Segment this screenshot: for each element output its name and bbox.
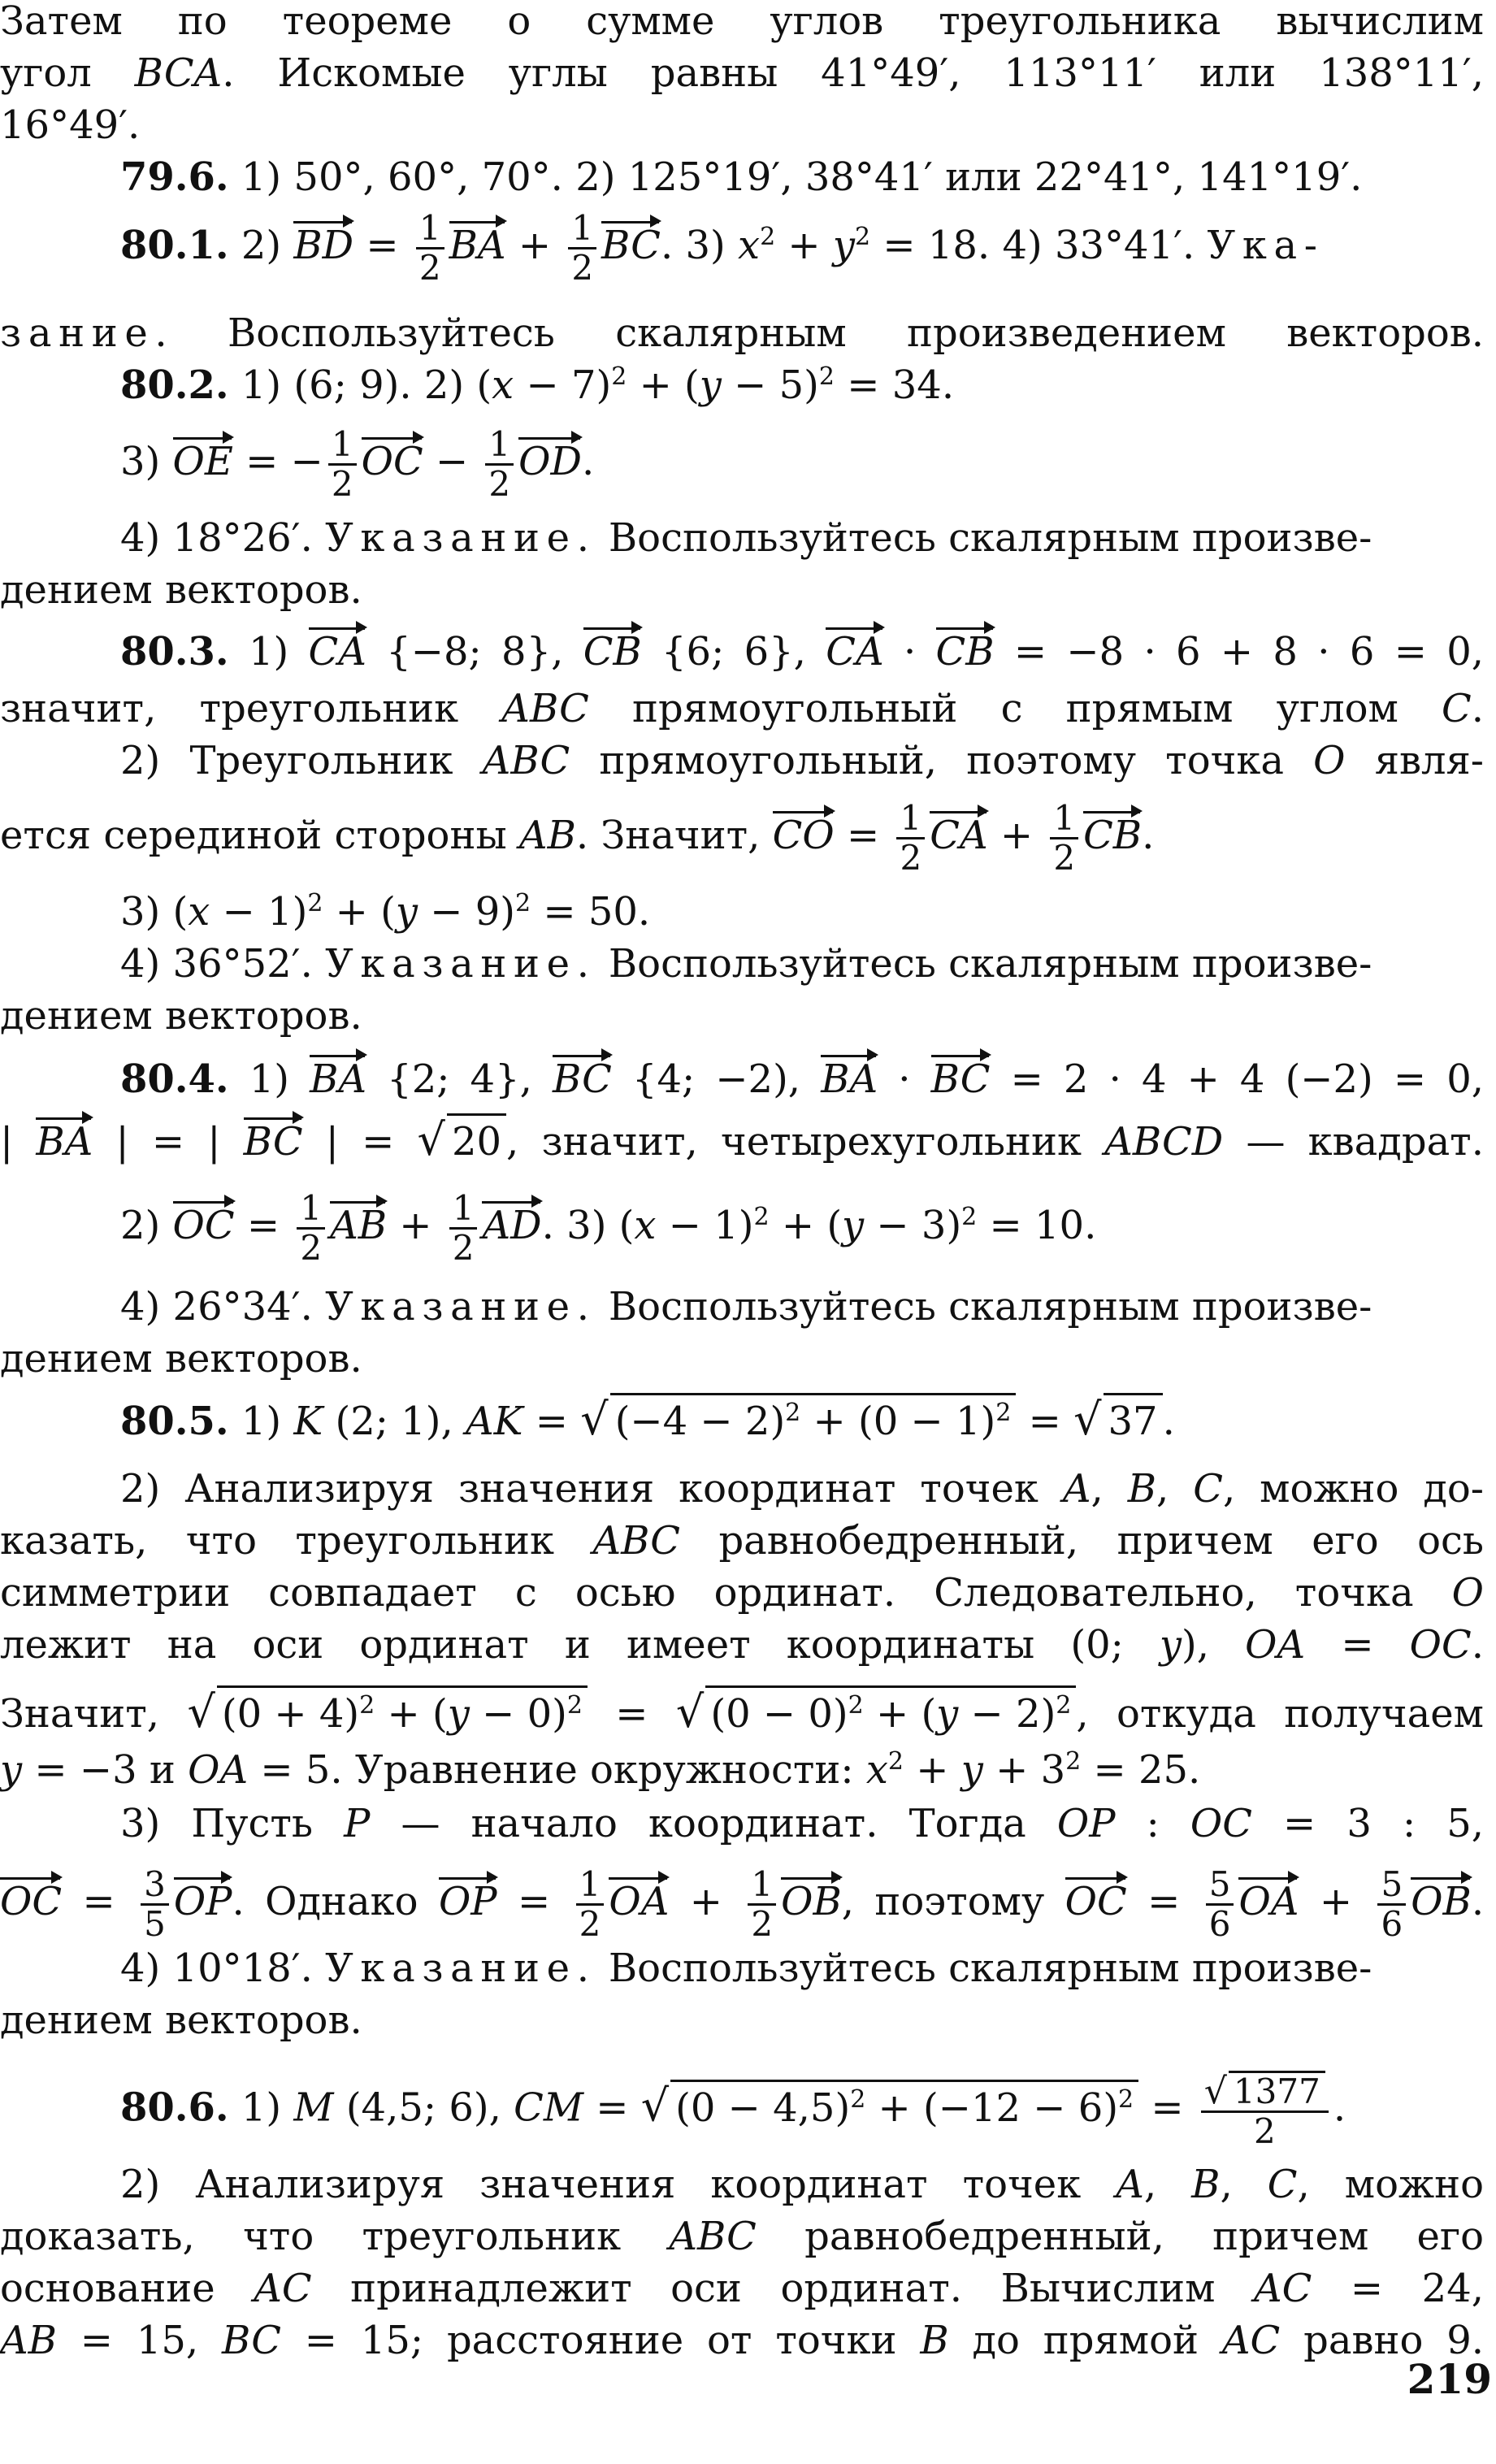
- text-line: доказать, что треугольник ABC равнобедренный, причем его: [0, 2214, 1484, 2259]
- text-line: y = −3 и OA = 5. Уравнение окружности: $x^2 + y + 3^2 = 25$.: [0, 1747, 1201, 1793]
- formula-line: ется серединой стороны AB. Значит, CO = $\frac{1}{2}$ CA + $\frac{1}{2}$ CB.: [0, 798, 1155, 878]
- text-line: дением векторов.: [0, 1336, 362, 1382]
- problem-number: 80.1.: [120, 223, 229, 268]
- hint-line: [120, 938, 1484, 990]
- hint-line: [120, 1281, 1484, 1333]
- formula-line: OC = $\frac{3}{5}$ OP. Однако OP = $\frac{1}{2}$ OA + $\frac{1}{2}$ OB, поэтому OC = $\frac{5}{6}$ OA + $\frac{5}{6}$ OB.: [0, 1864, 1485, 1944]
- text-line: 16°49′.: [0, 102, 141, 148]
- hint-text: Воспользуйтесь скалярным произве-: [608, 515, 1372, 561]
- text-line: угол BCA. Искомые углы равны 41°49′, 113°11′ или 138°11′,: [0, 50, 1485, 96]
- text-line: дением векторов.: [0, 567, 362, 613]
- answer-80-6: 80.6. 1) M (4,5; 6), CM = √ $(0 - 4,5)^2 + (-12 - 6)^2$ = $\frac{√ 1377}{2}$ .: [120, 2071, 1346, 2151]
- answer-text: 4) 18°26′.: [120, 515, 313, 561]
- answer-80-1: 80.1. 2) BD = $\frac{1}{2}$ BA + $\frac{1}{2}$ BC. 3) $x^2 + y^2 = 18$. 4) 33°41′. Ука-: [120, 208, 1325, 288]
- formula-line: 2) OC = $\frac{1}{2}$ AB + $\frac{1}{2}$ AD. 3) $(x - 1)^2 + (y - 3)^2 = 10$.: [120, 1188, 1097, 1268]
- hint-text: Воспользуйтесь скалярным произве-: [608, 941, 1372, 987]
- answer-text: 4) 26°34′.: [120, 1284, 313, 1330]
- hint-label: Указание.: [325, 941, 596, 987]
- text-line: 3) $(x - 1)^2 + (y - 9)^2 = 50$.: [120, 889, 651, 935]
- problem-number: 80.2.: [120, 362, 229, 408]
- answer-80-3: 80.3. 1) CA {−8; 8}, CB {6; 6}, CA · CB = −8 · 6 + 8 · 6 = 0,: [120, 626, 1484, 678]
- hint-label: Указание.: [325, 1284, 596, 1330]
- text-line: значит, треугольник ABC прямоугольный с прямым углом C.: [0, 686, 1485, 731]
- formula-line: 3) OE = − $\frac{1}{2}$ OC − $\frac{1}{2}$ OD.: [120, 424, 595, 504]
- text-line: 2) Анализируя значения координат точек A, B, C, можно до-: [120, 1466, 1485, 1512]
- answer-text: 1) 50°, 60°, 70°. 2) 125°19′, 38°41′ или 22°41°, 141°19′.: [241, 154, 1363, 200]
- hint-text: Воспользуйтесь скалярным произве-: [608, 1284, 1372, 1330]
- answer-80-2: 80.2. 1) (6; 9). 2) $(x - 7)^2 + (y - 5)^2 = 34$.: [120, 362, 955, 408]
- problem-number: 80.3.: [120, 629, 229, 675]
- text-line: дением векторов.: [0, 1998, 362, 2043]
- text-line: основание AC принадлежит оси ординат. Вычислим AC = 24,: [0, 2266, 1484, 2311]
- problem-number: 79.6.: [120, 154, 229, 200]
- text-line: дением векторов.: [0, 993, 362, 1039]
- answer-80-4: 80.4. 1) BA {2; 4}, BC {4; −2), BA · BC = 2 · 4 + 4 (−2) = 0,: [120, 1053, 1484, 1105]
- hint-text: Воспользуйтесь скалярным произве-: [608, 1946, 1372, 1991]
- problem-number: 80.4.: [120, 1056, 229, 1102]
- text-line: 2) Треугольник ABC прямоугольный, поэтому точка O явля-: [120, 738, 1484, 783]
- formula-line: Значит, √ $(0 + 4)^2 + (y - 0)^2$ = √ $(0 - 0)^2 + (y - 2)^2$ , откуда получаем: [0, 1685, 1484, 1740]
- hint-line: [120, 512, 1484, 564]
- text-line: 2) Анализируя значения координат точек A, B, C, можно: [120, 2162, 1485, 2207]
- answer-79-6: [120, 151, 1362, 203]
- hint-line: [120, 1942, 1484, 1994]
- answer-80-5: 80.5. 1) K (2; 1), AK = √ $(-4 - 2)^2 + (0 - 1)^2$ = √ 37 .: [120, 1393, 1175, 1447]
- hint-label: Указание.: [325, 1946, 596, 1991]
- hint-label: Указание.: [325, 515, 596, 561]
- text-line: 3) Пусть P — начало координат. Тогда OP : OC = 3 : 5,: [120, 1801, 1485, 1846]
- page-number: 219: [1407, 2355, 1492, 2403]
- text-line: | BA | = | BC | = √ 20 , значит, четырехугольник ABCD — квадрат.: [0, 1113, 1484, 1168]
- text-line: симметрии совпадает с осью ординат. Следовательно, точка O: [0, 1570, 1484, 1616]
- text-line: казать, что треугольник ABC равнобедренный, причем его ось: [0, 1518, 1485, 1564]
- text-line: AB = 15, BC = 15; расстояние от точки B до прямой AC равно 9.: [0, 2318, 1485, 2363]
- answer-text: 4) 36°52′.: [120, 941, 313, 987]
- problem-number: 80.6.: [120, 2084, 229, 2131]
- text-line: лежит на оси ординат и имеет координаты (0; y), OA = OC.: [0, 1622, 1485, 1668]
- answer-text: 4) 10°18′.: [120, 1946, 313, 1991]
- text-line: Затем по теореме о сумме углов треугольника вычислим: [0, 0, 1484, 44]
- text-line: зание. Воспользуйтесь скалярным произведением векторов.: [0, 310, 1484, 356]
- problem-number: 80.5.: [120, 1399, 229, 1444]
